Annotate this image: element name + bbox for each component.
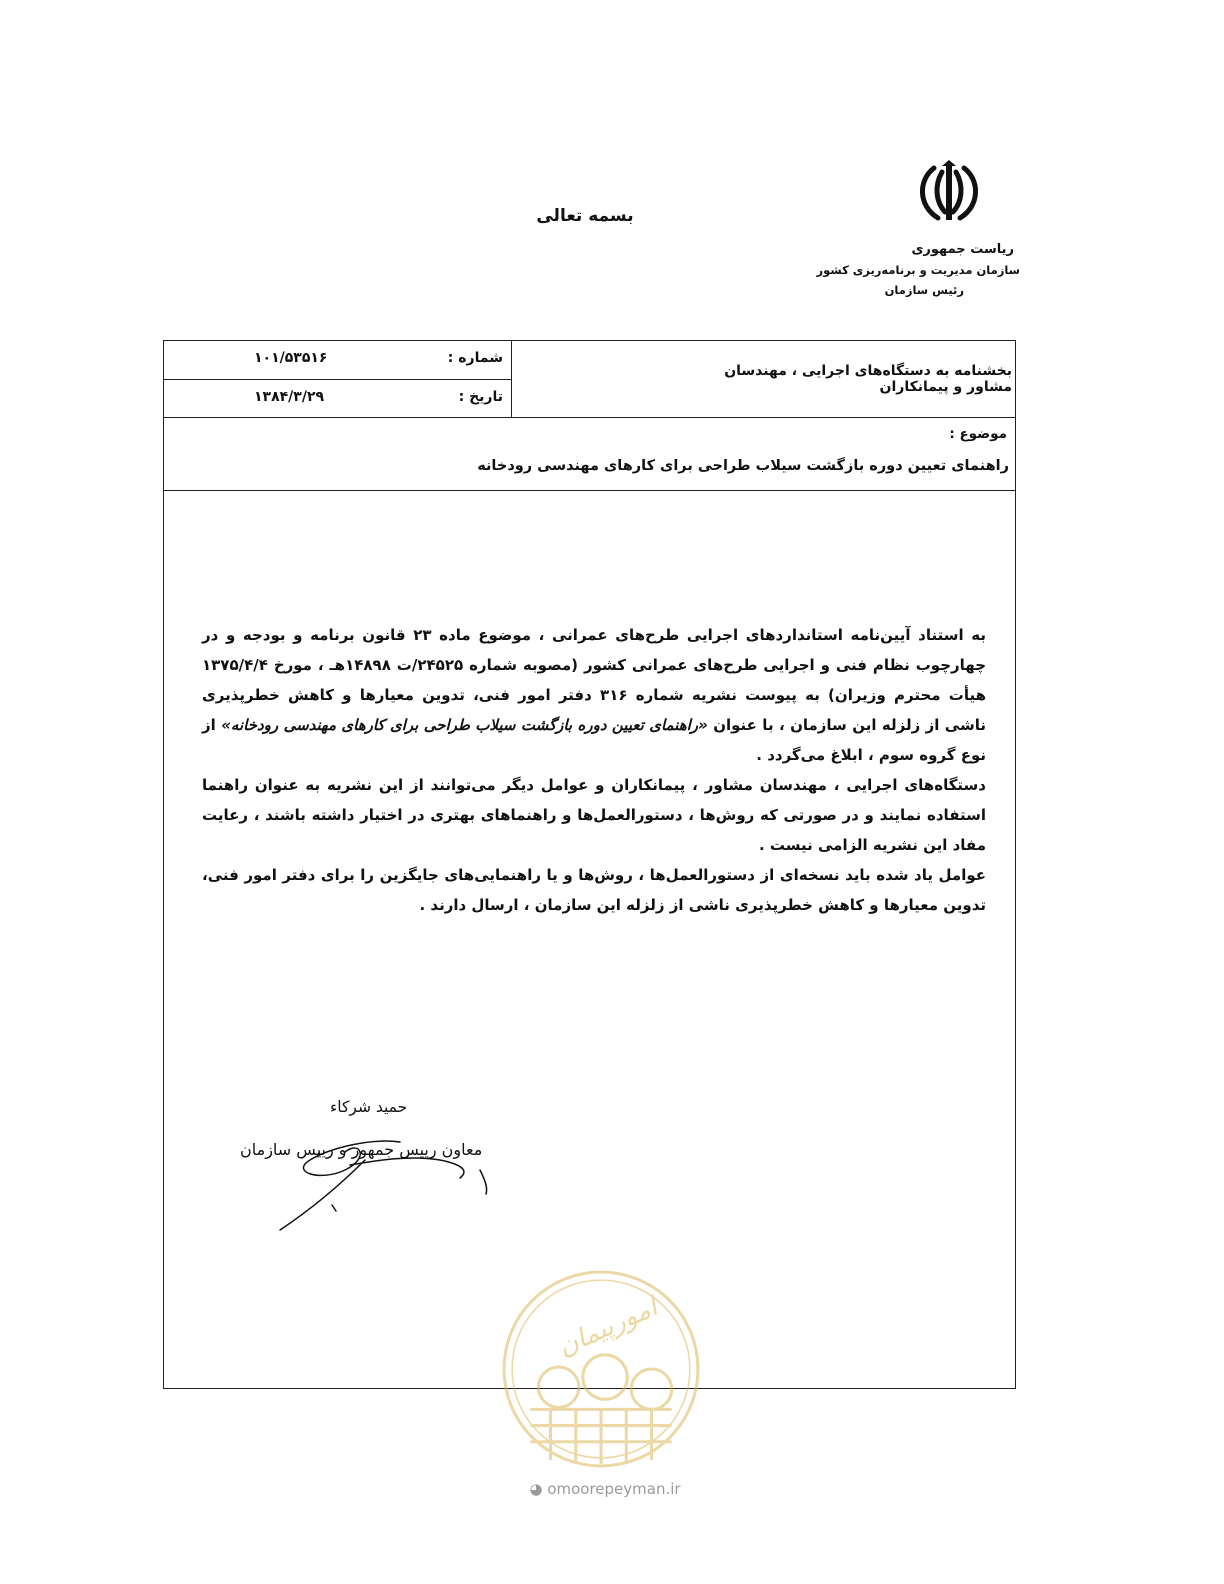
letter-body <box>202 620 986 920</box>
publication-title: «راهنمای تعیین دوره بازگشت سیلاب طراحی برای کارهای مهندسی رودخانه» <box>221 716 708 734</box>
subject-label: موضوع : <box>949 426 1007 442</box>
signatory-name: حمید شرکاء <box>330 1098 408 1116</box>
watermark-logo-text: امورپیمان <box>553 1292 663 1363</box>
number-row <box>164 341 511 379</box>
globe-icon: ◕ <box>529 1480 543 1498</box>
body-paragraph-1 <box>202 620 986 770</box>
website-url: omoorepeyman.ir <box>547 1480 681 1498</box>
date-value: ۱۳۸۴/۳/۲۹ <box>254 389 325 405</box>
bismillah-heading: بسمه تعالی <box>536 206 634 226</box>
watermark-logo <box>500 1268 702 1470</box>
date-label: تاریخ : <box>458 389 503 405</box>
org-line-organization: سازمان مدیریت و برنامه‌ریزی کشور <box>816 263 1020 277</box>
number-label: شماره : <box>447 350 503 366</box>
organization-header <box>780 240 1020 300</box>
subject-box <box>164 417 1015 491</box>
signatory-title: معاون رییس جمهور و رییس سازمان <box>240 1140 483 1159</box>
letter-meta-box <box>164 341 512 417</box>
website-footer <box>500 1480 710 1498</box>
body-paragraph-2: دستگاه‌های اجرایی ، مهندسان مشاور ، پیمانکاران و عوامل دیگر می‌توانند از این نشریه به عنوان راهنما استفاده نمایند و در صورتی که روش‌ها ، دستورالعمل‌ها و راهنماهای بهتری در اختیار داشته باشند ، رعایت مفاد این نشریه الزامی نیست . <box>202 776 986 854</box>
date-row <box>164 379 511 418</box>
iran-emblem-icon <box>912 158 986 228</box>
body-p1-intro: به استناد آیین‌نامه استانداردهای اجرایی طرح‌های عمرانی ، موضوع ماده ۲۳ قانون برنامه و بودجه و در چهارچوب نظام فنی و اجرایی طرح‌های عمرانی کشور (مصوبه شماره ۲۴۵۲۵/ت ۱۴۸۹۸هـ ، مورخ ۱۳۷۵/۴/۴ هیأت محترم وزیران) به پیوست نشریه شماره ۳۱۶ دفتر امور فنی، تدوین معیارها و کاهش خطرپذیری ناشی از زلزله این سازمان ، با عنوان <box>202 626 987 734</box>
recipient-line: بخشنامه به دستگاه‌های اجرایی ، مهندسان مشاور و پیمانکاران <box>724 363 1012 395</box>
body-paragraph-3: عوامل یاد شده باید نسخه‌ای از دستورالعمل‌ها ، روش‌ها و یا راهنمایی‌های جایگزین را برای دفتر امور فنی، تدوین معیارها و کاهش خطرپذیری ناشی از زلزله این سازمان ، ارسال دارند . <box>202 866 986 914</box>
number-value: ۱۰۱/۵۳۵۱۶ <box>254 350 328 366</box>
subject-text: راهنمای تعیین دوره بازگشت سیلاب طراحی برای کارهای مهندسی رودخانه <box>477 458 1009 474</box>
body-p1-end: از نوع گروه سوم ، ابلاغ می‌گردد . <box>202 716 986 764</box>
handwritten-signature <box>250 1130 510 1240</box>
org-line-head: رئیس سازمان <box>884 283 964 297</box>
org-line-presidency: ریاست جمهوری <box>911 242 1014 257</box>
